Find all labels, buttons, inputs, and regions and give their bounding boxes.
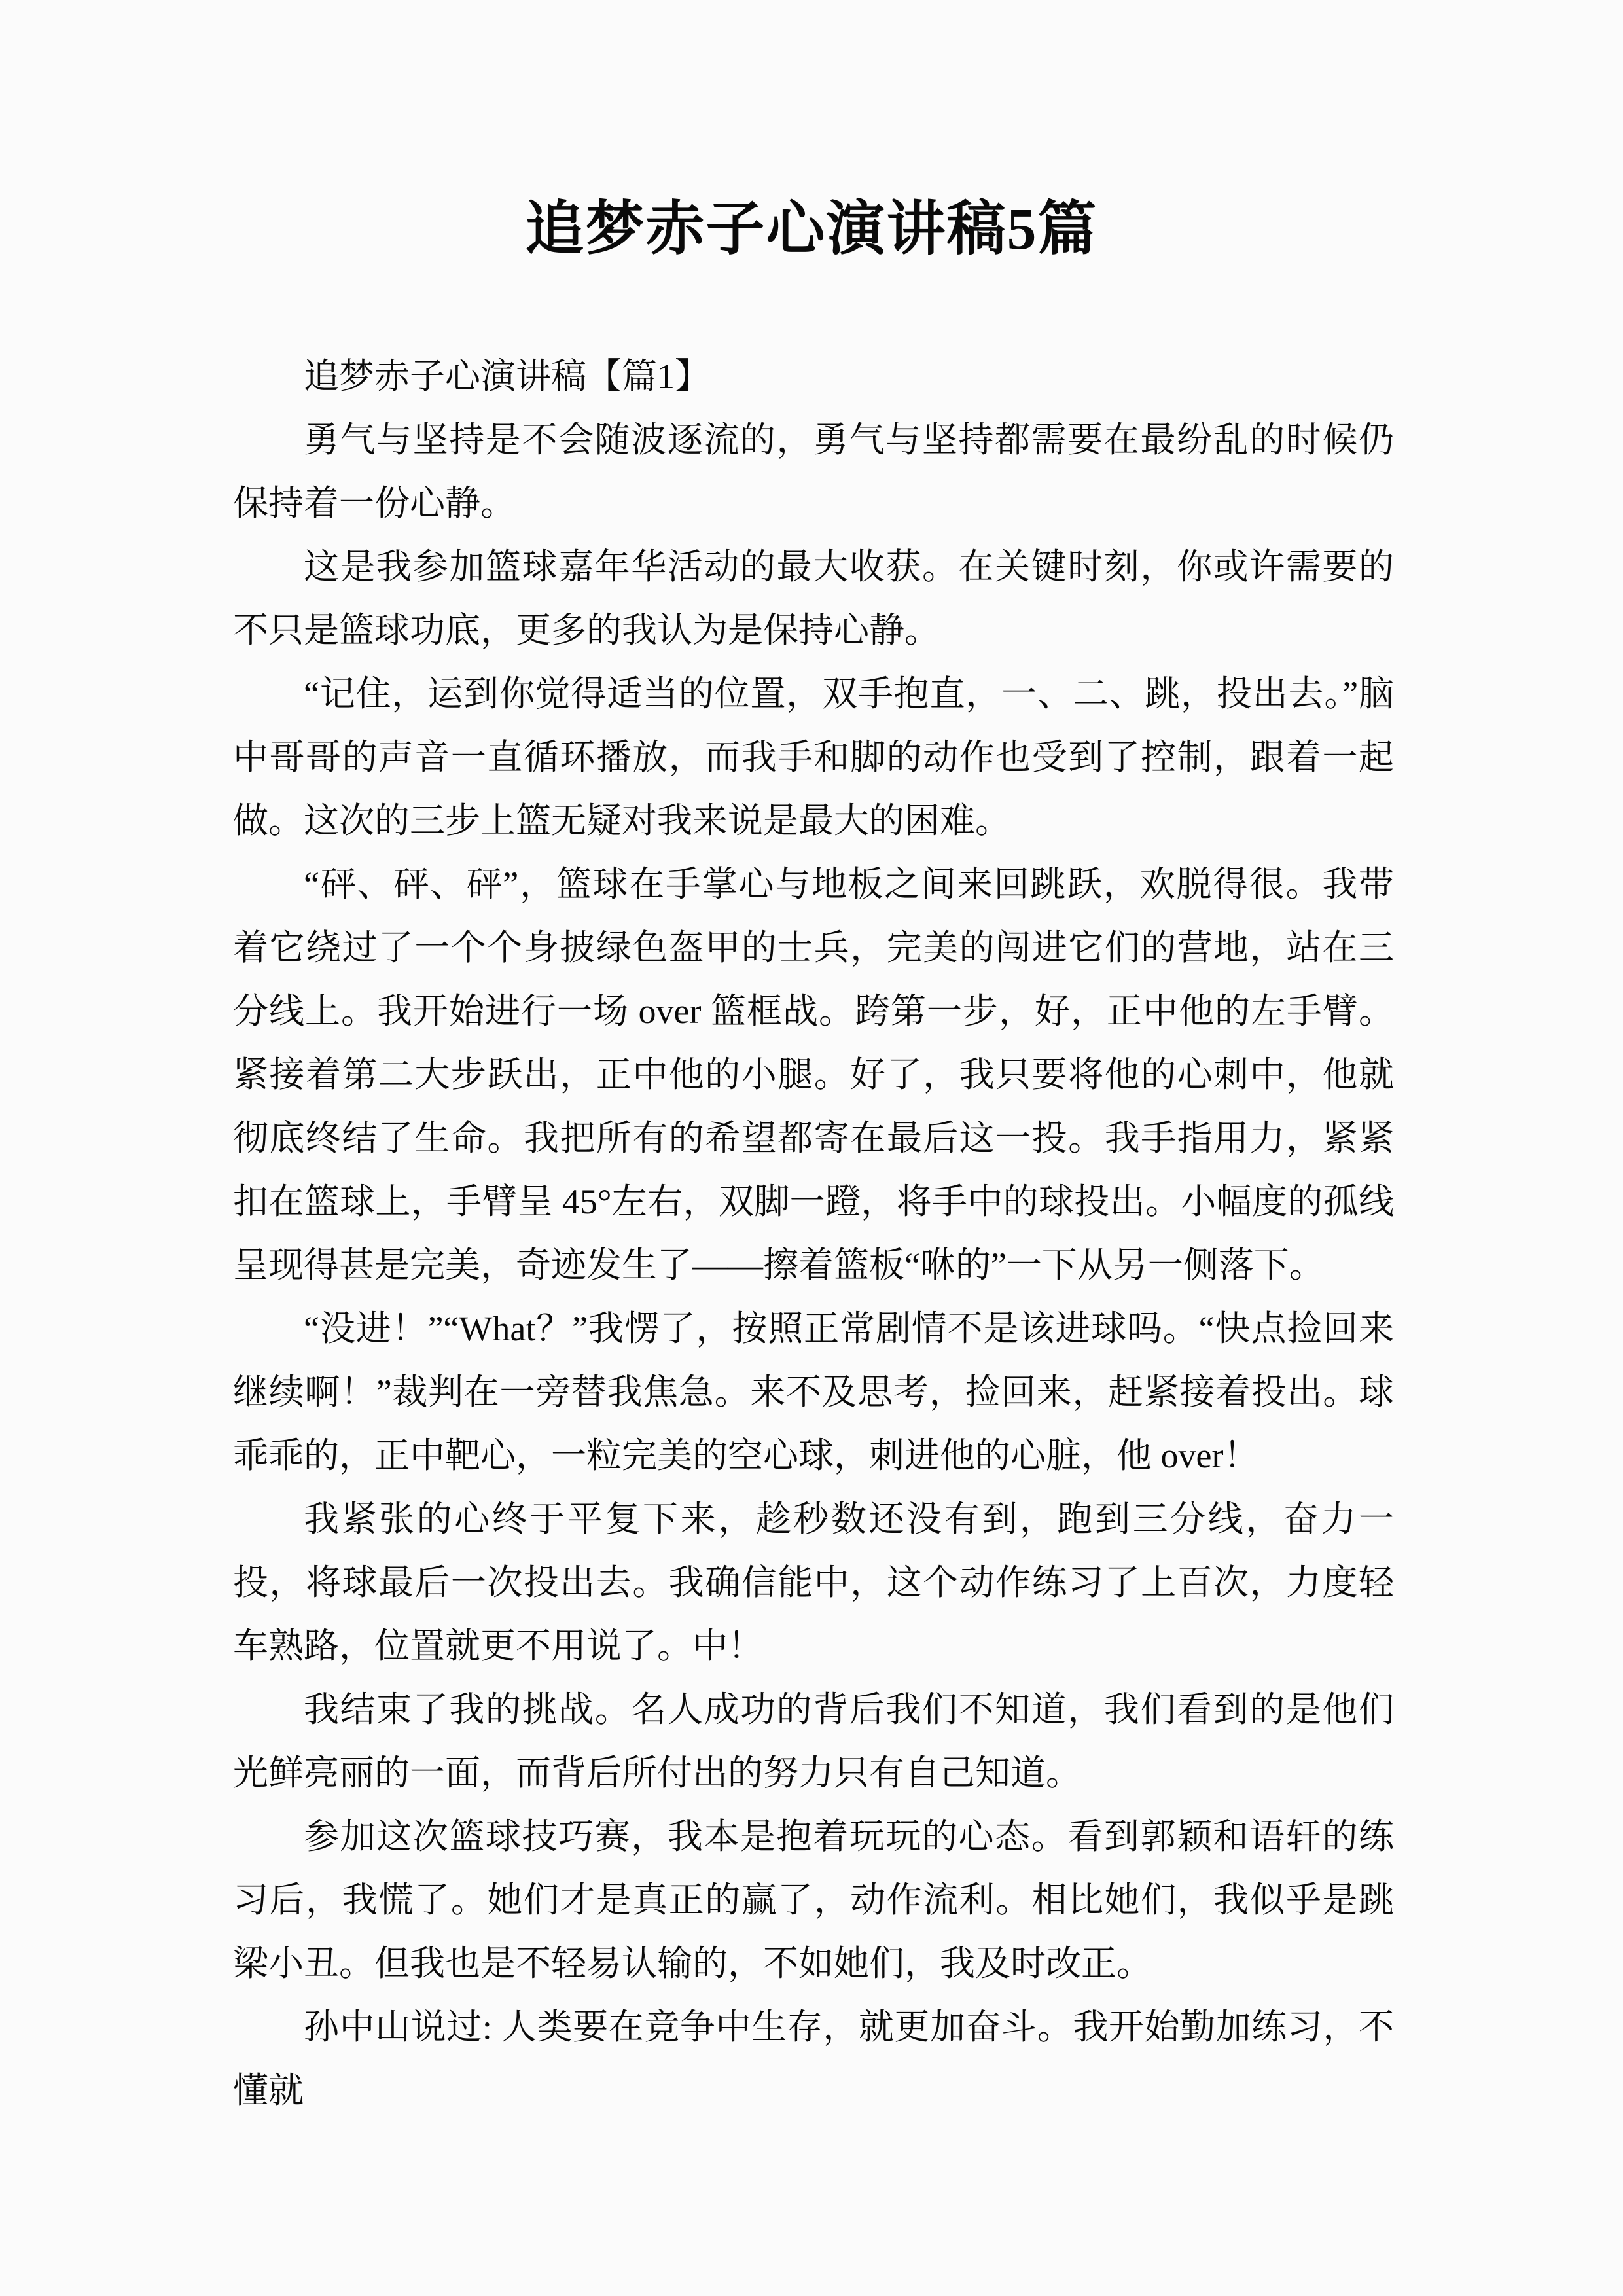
- paragraph: 参加这次篮球技巧赛，我本是抱着玩玩的心态。看到郭颖和语轩的练习后，我慌了。她们才是真正的赢了，动作流利。相比她们，我似乎是跳梁小丑。但我也是不轻易认输的，不如她们，我及时改正。: [233, 1817, 1394, 1983]
- paragraph: 追梦赤子心演讲稿【篇1】: [304, 357, 710, 396]
- paragraph: 孙中山说过: 人类要在竞争中生存，就更加奋斗。我开始勤加练习，不懂就: [233, 2007, 1394, 2110]
- paragraph: 我结束了我的挑战。名人成功的背后我们不知道，我们看到的是他们光鲜亮丽的一面，而背后所付出的努力只有自己知道。: [233, 1690, 1394, 1793]
- document-body: [233, 345, 1394, 2123]
- paragraph: “没进！”“What？”我愣了，按照正常剧情不是该进球吗。“快点捡回来继续啊！”裁判在一旁替我焦急。来不及思考，捡回来，赶紧接着投出。球乖乖的，正中靶心，一粒完美的空心球，刺进他的心脏，他 over！: [233, 1309, 1394, 1475]
- paragraph: “砰、砰、砰”，篮球在手掌心与地板之间来回跳跃，欢脱得很。我带着它绕过了一个个身披绿色盔甲的士兵，完美的闯进它们的营地，站在三分线上。我开始进行一场 over 篮框战。跨第一步，好，正中他的左手臂。紧接着第二大步跃出，正中他的小腿。好了，我只要将他的心刺中，他就彻底终结了生命。我把所有的希望都寄在最后这一投。我手指用力，紧紧扣在篮球上，手臂呈 45°左右，双脚一蹬，将手中的球投出。小幅度的孤线呈现得甚是完美，奇迹发生了——擦着篮板“咻的”一下从另一侧落下。: [233, 865, 1394, 1285]
- paragraph: 勇气与坚持是不会随波逐流的，勇气与坚持都需要在最纷乱的时候仍保持着一份心静。: [233, 420, 1394, 523]
- paragraph: 我紧张的心终于平复下来，趁秒数还没有到，跑到三分线，奋力一投，将球最后一次投出去。我确信能中，这个动作练习了上百次，力度轻车熟路，位置就更不用说了。中！: [233, 1499, 1394, 1666]
- document-title: 追梦赤子心演讲稿5篇: [525, 197, 1098, 262]
- paragraph: 这是我参加篮球嘉年华活动的最大收获。在关键时刻，你或许需要的不只是篮球功底，更多的我认为是保持心静。: [233, 547, 1394, 650]
- paragraph: “记住，运到你觉得适当的位置，双手抱直，一、二、跳，投出去。”脑中哥哥的声音一直循环播放，而我手和脚的动作也受到了控制，跟着一起做。这次的三步上篮无疑对我来说是最大的困难。: [233, 674, 1394, 840]
